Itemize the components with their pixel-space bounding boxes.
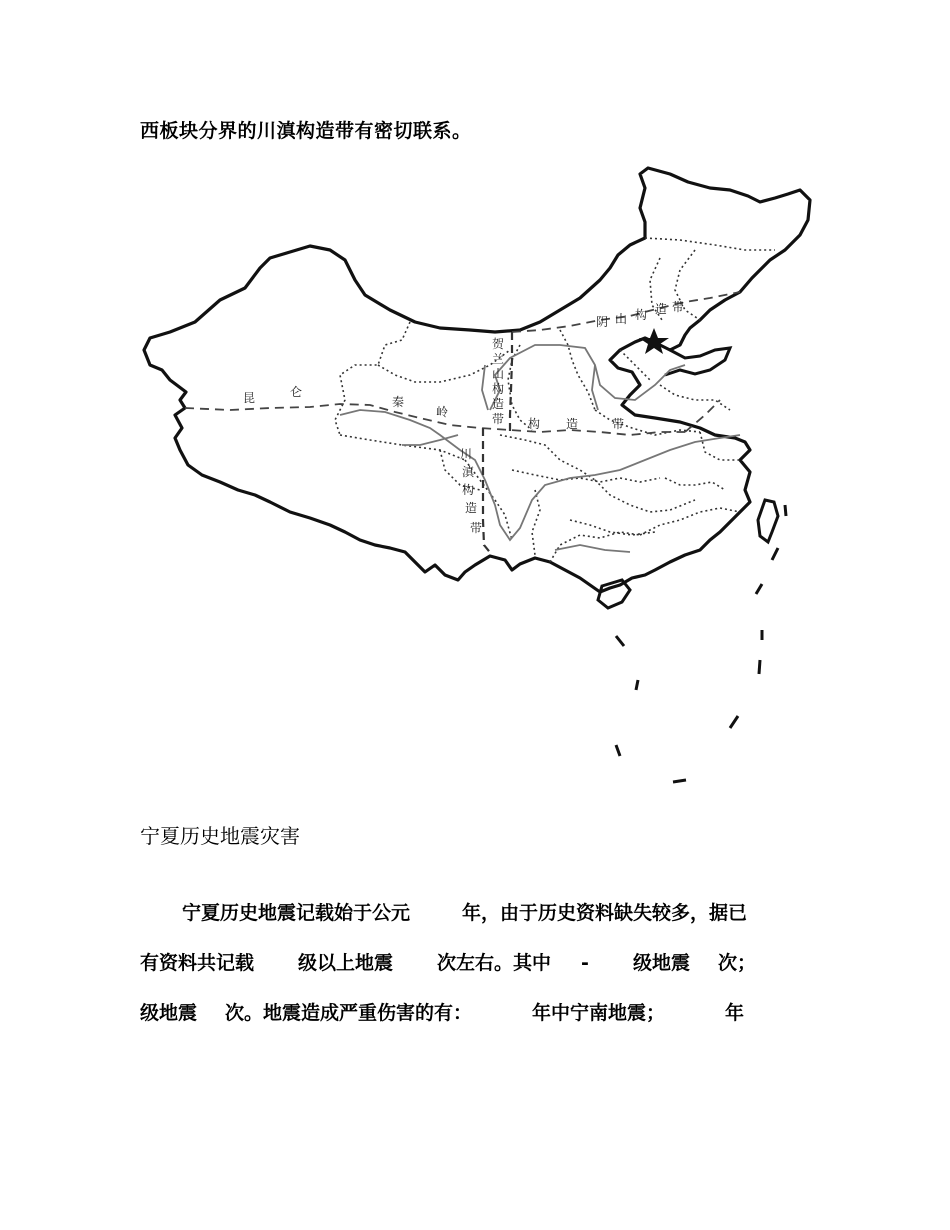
svg-text:构: 构 bbox=[635, 308, 648, 322]
label-kun: 昆 bbox=[243, 391, 256, 405]
chuandian-belt bbox=[483, 428, 492, 555]
svg-text:造: 造 bbox=[492, 397, 505, 411]
star-icon bbox=[639, 328, 669, 354]
hainan-island bbox=[598, 580, 630, 608]
china-tectonic-map bbox=[140, 160, 830, 800]
svg-text:滇: 滇 bbox=[462, 465, 475, 479]
history-paragraph bbox=[140, 888, 820, 1038]
label-qin: 秦 bbox=[392, 395, 405, 409]
intro-text: 西板块分界的川滇构造带有密切联系。 bbox=[140, 120, 472, 142]
paragraph-line-1: 宁夏历史地震记载始于公元 年，由于历史资料缺失较多，据已 bbox=[182, 902, 748, 924]
svg-text:造: 造 bbox=[655, 302, 668, 316]
paragraph-line-3: 级地震 次。地震造成严重伤害的有： 年中宁南地震； 年 bbox=[140, 1002, 745, 1024]
svg-text:造: 造 bbox=[465, 501, 478, 515]
svg-text:山: 山 bbox=[615, 312, 628, 326]
label-helan-belt bbox=[492, 336, 505, 426]
svg-text:带: 带 bbox=[470, 521, 483, 535]
rivers bbox=[340, 345, 740, 552]
svg-text:山: 山 bbox=[492, 367, 505, 381]
svg-text:兰: 兰 bbox=[492, 352, 505, 366]
label-gouzao-belt bbox=[528, 416, 624, 431]
section-title: 宁夏历史地震灾害 bbox=[140, 824, 300, 848]
label-lun: 仑 bbox=[290, 385, 303, 399]
svg-text:带: 带 bbox=[612, 417, 625, 431]
svg-text:贺: 贺 bbox=[492, 337, 505, 351]
south-sea-boundary bbox=[616, 505, 786, 782]
kunlun-qinling-belt bbox=[185, 404, 685, 435]
svg-text:造: 造 bbox=[566, 417, 579, 431]
label-ling: 岭 bbox=[436, 405, 449, 419]
taiwan-island bbox=[758, 500, 778, 542]
label-chuandian-belt bbox=[460, 447, 482, 535]
paragraph-line-2: 有资料共记载 级以上地震 次左右。其中 - 级地震 次； bbox=[140, 952, 756, 974]
svg-text:带: 带 bbox=[492, 412, 505, 426]
label-yinshan-belt bbox=[596, 299, 684, 329]
svg-text:川: 川 bbox=[460, 447, 473, 461]
svg-text:带: 带 bbox=[672, 300, 685, 314]
helan-belt bbox=[510, 332, 512, 435]
svg-text:构: 构 bbox=[528, 417, 541, 431]
svg-text:构: 构 bbox=[462, 483, 475, 497]
svg-text:阴: 阴 bbox=[596, 315, 609, 329]
svg-text:构: 构 bbox=[492, 382, 505, 396]
